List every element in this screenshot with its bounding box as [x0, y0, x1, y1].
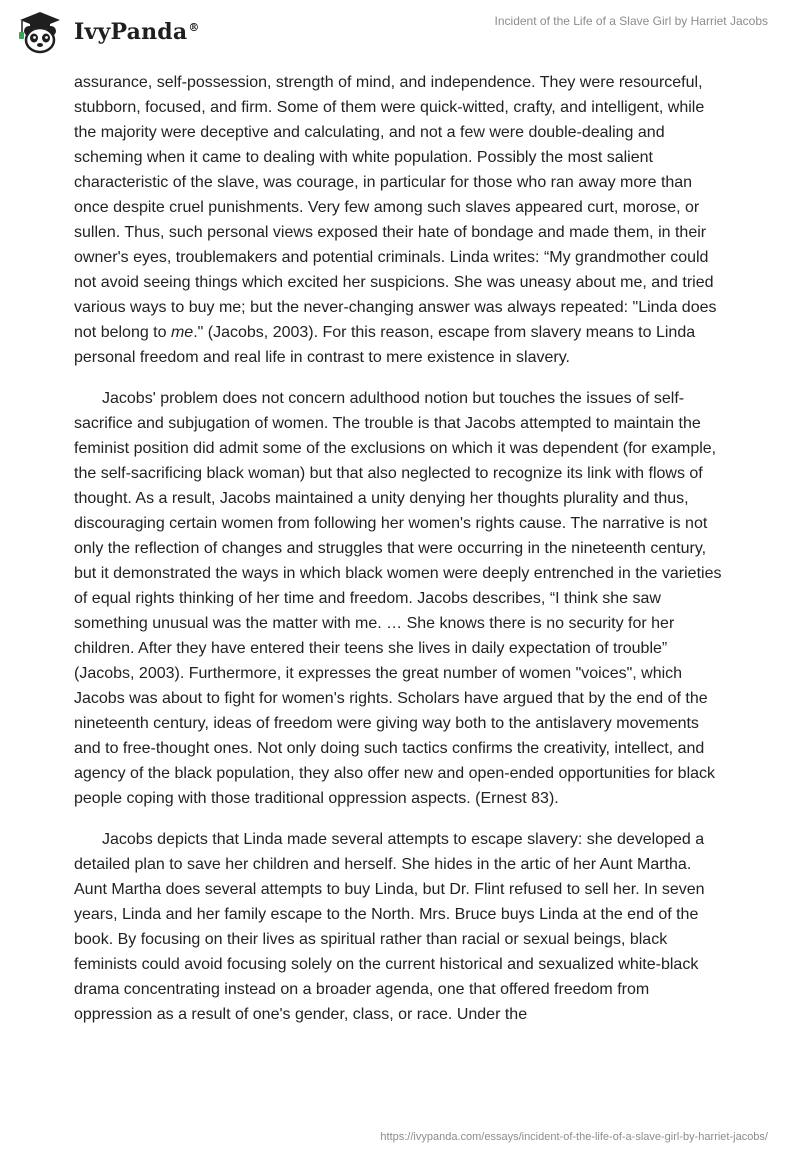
paragraph-1-text-b: ." (Jacobs, 2003). For this reason, escape from slavery means to Linda personal freedom and real life in contrast to mere existence in slavery.	[74, 324, 696, 366]
brand-name	[74, 19, 200, 45]
registered-mark: ®	[188, 20, 200, 34]
brand-name-text: IvyPanda	[74, 19, 188, 45]
paragraph-1-emphasis: me	[170, 324, 194, 341]
page-header	[0, 0, 800, 62]
panda-graduate-icon	[16, 10, 64, 54]
paragraph-3: Jacobs depicts that Linda made several attempts to escape slavery: she developed a detailed plan to save her children and herself. She hides in the artic of her Aunt Martha. Aunt Martha does several attempts to buy Linda, but Dr. Flint refused to sell her. In seven years, Linda and her family escape to the North. Mrs. Bruce buys Linda at the end of the book. By focusing on their lives as spiritual rather than racial or sexual beings, black feminists could avoid focusing solely on the current historical and sexualized white-black drama concentrating instead on a broader agenda, one that offered freedom from oppression as a result of one's gender, class, or race. Under the	[74, 831, 705, 1023]
ivypanda-logo[interactable]	[16, 10, 200, 54]
essay-body	[74, 70, 726, 1043]
paragraph-1-text-a: assurance, self-possession, strength of mind, and independence. They were resourceful, stubborn, focused, and firm. Some of them were quick-witted, crafty, and intelligent, while the majority were deceptive and calculating, and not a few were double-dealing and scheming when it came to dealing with white population. Possibly the most salient characteristic of the slave, was courage, in particular for those who ran away more than once despite cruel punishments. Very few among such slaves appeared curt, morose, or sullen. Thus, such personal views exposed their hate of bondage and made them, in their owner's eyes, troublemakers and potential criminals. Linda writes: “My grandmother could not avoid seeing things which excited her suspicions. She was uneasy about me, and tried various ways to buy me; but the never-changing answer was always repeated: "Linda does not belong to	[74, 74, 717, 341]
source-url[interactable]: https://ivypanda.com/essays/incident-of-the-life-of-a-slave-girl-by-harriet-jacobs/	[380, 1131, 768, 1143]
document-title: Incident of the Life of a Slave Girl by Harriet Jacobs	[494, 14, 768, 28]
paragraph-2: Jacobs' problem does not concern adulthood notion but touches the issues of self-sacrifice and subjugation of women. The trouble is that Jacobs attempted to maintain the feminist position did admit some of the exclusions on which it was dependent (for example, the self-sacrificing black woman) but that also neglected to recognize its link with flows of thought. As a result, Jacobs maintained a unity denying her thoughts plurality and thus, discouraging certain women from following her women's rights cause. The narrative is not only the reflection of changes and struggles that were occurring in the nineteenth century, but it demonstrated the ways in which black women were deeply entrenched in the varieties of equal rights thinking of her time and freedom. Jacobs describes, “I think she saw something unusual was the matter with me. … She knows there is no security for her children. After they have entered their teens she lives in daily expectation of trouble” (Jacobs, 2003). Furthermore, it expresses the great number of women "voices", which Jacobs was about to fight for women's rights. Scholars have argued that by the end of the nineteenth century, ideas of freedom were giving way both to the antislavery movements and to free-thought ones. Not only doing such tactics confirms the creativity, intellect, and agency of the black population, they also offer new and open-ended opportunities for black people coping with those traditional oppression aspects. (Ernest 83).	[74, 390, 722, 807]
paragraph-1	[74, 70, 726, 370]
